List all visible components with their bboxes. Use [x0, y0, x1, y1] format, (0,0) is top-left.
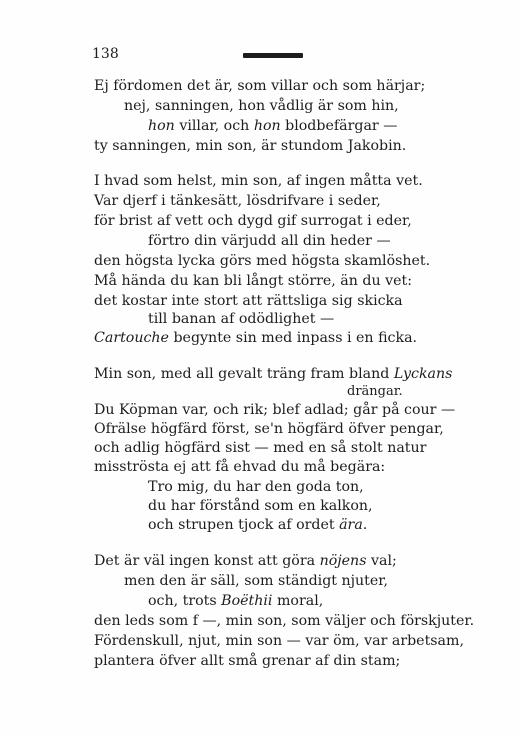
- verse-line: och, trots Boëthii moral,: [148, 593, 324, 609]
- verse-line: nej, sanningen, hon vådlig är som hin,: [124, 98, 399, 114]
- verse-line: den leds som f —, min son, som väljer och förskjuter.: [94, 613, 475, 629]
- verse-line: Du Köpman var, och rik; blef adlad; går på cour —: [94, 402, 456, 418]
- verse-line: för brist af vett och dygd gif surrogat i eder,: [94, 213, 412, 229]
- verse-line: och adlig högfärd sist — med en så stolt natur: [94, 440, 427, 456]
- verse-line: Var djerf i tänkesätt, lösdrifvare i seder,: [94, 193, 381, 209]
- verse-line: Tro mig, du har den goda ton,: [148, 479, 364, 495]
- verse-line: Ofrälse högfärd först, se'n högfärd öfver pengar,: [94, 421, 444, 437]
- header-ornament: [243, 53, 303, 58]
- verse-line: plantera öfver allt små grenar af din stam;: [94, 653, 401, 669]
- verse-line: Det är väl ingen konst att göra nöjens val;: [94, 553, 397, 569]
- runover-word: drängar.: [347, 384, 403, 399]
- verse-line: hon villar, och hon blodbefärgar —: [148, 118, 398, 134]
- verse-line: Fördenskull, njut, min son — var öm, var arbetsam,: [94, 633, 464, 649]
- verse-line: Må hända du kan bli långt större, än du vet:: [94, 273, 413, 289]
- verse-line: till banan af odödlighet —: [148, 311, 335, 327]
- verse-line: men den är säll, som ständigt njuter,: [124, 573, 388, 589]
- verse-line: Min son, med all gevalt träng fram bland Lyckans: [94, 366, 453, 382]
- verse-line: Cartouche begynte sin med inpass i en ficka.: [94, 330, 418, 346]
- verse-line: förtro din värjudd all din heder —: [148, 233, 391, 249]
- verse-line: det kostar inte stort att rättsliga sig skicka: [94, 293, 403, 309]
- verse-line: och strupen tjock af ordet ära.: [148, 517, 368, 533]
- verse-line: den högsta lycka görs med högsta skamlöshet.: [94, 253, 431, 269]
- verse-line: misströsta ej att få ehvad du må begära:: [94, 459, 386, 475]
- verse-line: ty sanningen, min son, är stundom Jakobin.: [94, 138, 407, 154]
- verse-line: du har förstånd som en kalkon,: [148, 498, 373, 514]
- page-number: 138: [92, 46, 119, 62]
- verse-line: I hvad som helst, min son, af ingen måtta vet.: [94, 173, 423, 189]
- verse-line: Ej fördomen det är, som villar och som härjar;: [94, 78, 426, 94]
